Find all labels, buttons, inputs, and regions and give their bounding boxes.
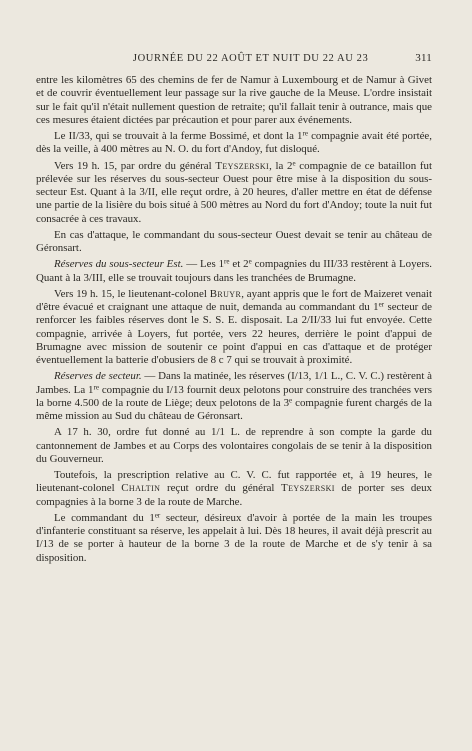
paragraph-6: Vers 19 h. 15, le lieutenant-colonel Bruyr, ayant appris que le fort de Maizeret venait d'être évacué et craignant une attaque de nuit, demanda au commandant du 1er secteur de renforcer les faibles réserves dont le S. S. E. disposait. La 2/II/33 lui fut envoyée. Cette compagnie, arrivée à Loyers, fut portée, vers 22 heures, derrière le point d'appui de Brumagne avec mission de soutenir ce point d'appui en cas d'attaque et de protéger éventuellement la batterie d'obusiers de 8 c 7 qui se trouvait à proximité. — [36, 287, 432, 366]
paragraph-8: A 17 h. 30, ordre fut donné au 1/1 L. de reprendre à son compte la garde du cantonnement de Jambes et au Corps des volontaires congolais de se tenir à la disposition du Gouverneur. — [36, 426, 432, 465]
page-header — [36, 52, 432, 64]
person-name: Bruyr — [209, 287, 242, 300]
section-heading: Réserves de secteur. — [54, 370, 142, 383]
paragraph-9: Toutefois, la prescription relative au C. V. C. fut rapportée et, à 19 heures, le lieutenant-colonel Chaltin reçut ordre du général Teyszerski de porter ses deux compagnies à la borne 3 de la route de Marche. — [36, 469, 433, 508]
paragraph-2: Le II/33, qui se trouvait à la ferme Bossimé, et dont la 1re compagnie avait été portée, dès la veille, à 400 mètres au N. O. du fort d'Andoy, fut disloqué. — [36, 129, 432, 156]
paragraph-5: Réserves du sous-secteur Est. — Les 1re et 2e compagnies du III/33 restèrent à Loyers. Quant à la 3/III, elle se trouvait toujours dans les tranchées de Brumagne. — [36, 257, 432, 284]
person-name: Chaltin — [121, 482, 161, 495]
person-name: Teyszerski — [215, 159, 270, 172]
section-heading: Réserves du sous-secteur Est. — [54, 258, 184, 271]
page-number: 311 — [415, 52, 432, 64]
person-name: Teyszerski — [281, 482, 335, 495]
paragraph-10: Le commandant du 1er secteur, désireux d'avoir à portée de la main les troupes d'infanterie constituant sa réserve, les appelait à lui. Dès 18 heures, il avait déjà prescrit au I/13 de se porter à hauteur de la borne 3 de la route de Marche et de s'y tenir à sa disposition. — [36, 511, 432, 564]
paragraph-4: En cas d'attaque, le commandant du sous-secteur Ouest devait se tenir au château de Géronsart. — [36, 228, 432, 254]
paragraph-1: entre les kilomètres 65 des chemins de fer de Namur à Luxembourg et de Namur à Givet et de couvrir éventuellement leur passage sur la rive gauche de la Meuse. L'ordre insistait sur le fait qu'il n'était nullement question de retraite; qu'il fallait tenir à outrance, mais que ces mesures étaient dictées par précaution et pour parer aux événements. — [36, 74, 432, 126]
running-title: JOURNÉE DU 22 AOÛT ET NUIT DU 22 AU 23 — [132, 53, 369, 64]
paragraph-3: Vers 19 h. 15, par ordre du général Teyszerski, la 2e compagnie de ce bataillon fut prélevée sur les réserves du sous-secteur Ouest pour être mise à la disposition du sous-secteur Est. Quant à la 3/II, elle reçut ordre, à 20 heures, d'aller mettre en état de défense une partie de la lisière du bois situé à 500 mètres au Nord du fort d'Andoy; toute la nuit fut consacrée à ces travaux. — [36, 159, 432, 225]
paragraph-7: Réserves de secteur. — Dans la matinée, les réserves (I/13, 1/1 L., C. V. C.) restèrent à Jambes. La 1re compagnie du I/13 fournit deux pelotons pour construire des tranchées vers la borne 4.500 de la route de Liège; deux pelotons de la 3e compagnie furent chargés de la même mission au Sud du château de Géronsart. — [36, 370, 433, 422]
body-text — [36, 74, 432, 565]
